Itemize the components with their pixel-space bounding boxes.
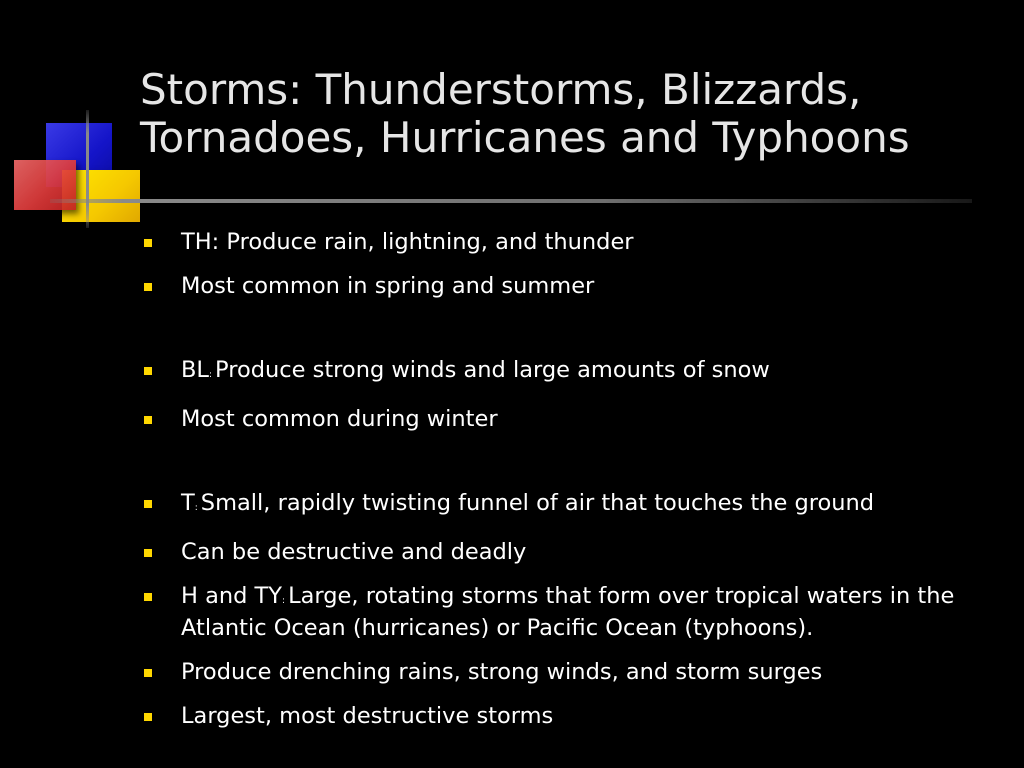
bullet-item [140,357,1000,389]
bullet-text: Largest, most destructive storms [181,703,554,729]
square-bullet-icon [144,416,152,424]
bullet-text: Most common in spring and summer [181,273,595,299]
square-bullet-icon [144,593,152,601]
bullet-text: Large, rotating storms that form over tropical waters in the Atlantic Ocean (hurricanes) or Pacific Ocean (typhoons). [181,583,955,641]
bullet-item [140,703,1000,730]
bullet-item [140,273,1000,300]
bullet-item [140,583,1000,642]
title-underline-rule [50,199,972,203]
square-bullet-icon [144,283,152,291]
square-bullet-icon [144,500,152,508]
bullet-prefix: BL [181,357,209,383]
vertical-rule [86,110,89,228]
bullet-item [140,229,1000,256]
square-bullet-icon [144,239,152,247]
bullet-text: Produce strong winds and large amounts of snow [215,357,770,383]
bullet-separator: : [194,503,198,513]
bullet-item [140,539,1000,566]
bullet-prefix: H and TY [181,583,283,609]
slide-title [140,66,1000,162]
slide-title-line-2: Tornadoes, Hurricanes and Typhoons [140,113,910,162]
bullet-text: Produce rain, lightning, and thunder [219,229,634,255]
bullet-text: Can be destructive and deadly [181,539,527,565]
bullet-text: Produce drenching rains, strong winds, and storm surges [181,659,823,685]
square-bullet-icon [144,367,152,375]
bullet-item [140,406,1000,433]
square-bullet-icon [144,549,152,557]
bullet-text: Most common during winter [181,406,498,432]
square-bullet-icon [144,669,152,677]
bullet-prefix: TH: [181,229,220,255]
square-bullet-icon [144,713,152,721]
bullet-text: Small, rapidly twisting funnel of air that touches the ground [200,490,875,516]
slide-title-line-1: Storms: Thunderstorms, Blizzards, [140,65,862,114]
bullet-item [140,490,1000,522]
bullet-prefix: T [181,490,195,516]
bullet-item [140,659,1000,686]
bullet-list [140,229,1000,747]
bullet-separator: : [208,370,213,380]
bullet-separator: : [282,596,286,606]
